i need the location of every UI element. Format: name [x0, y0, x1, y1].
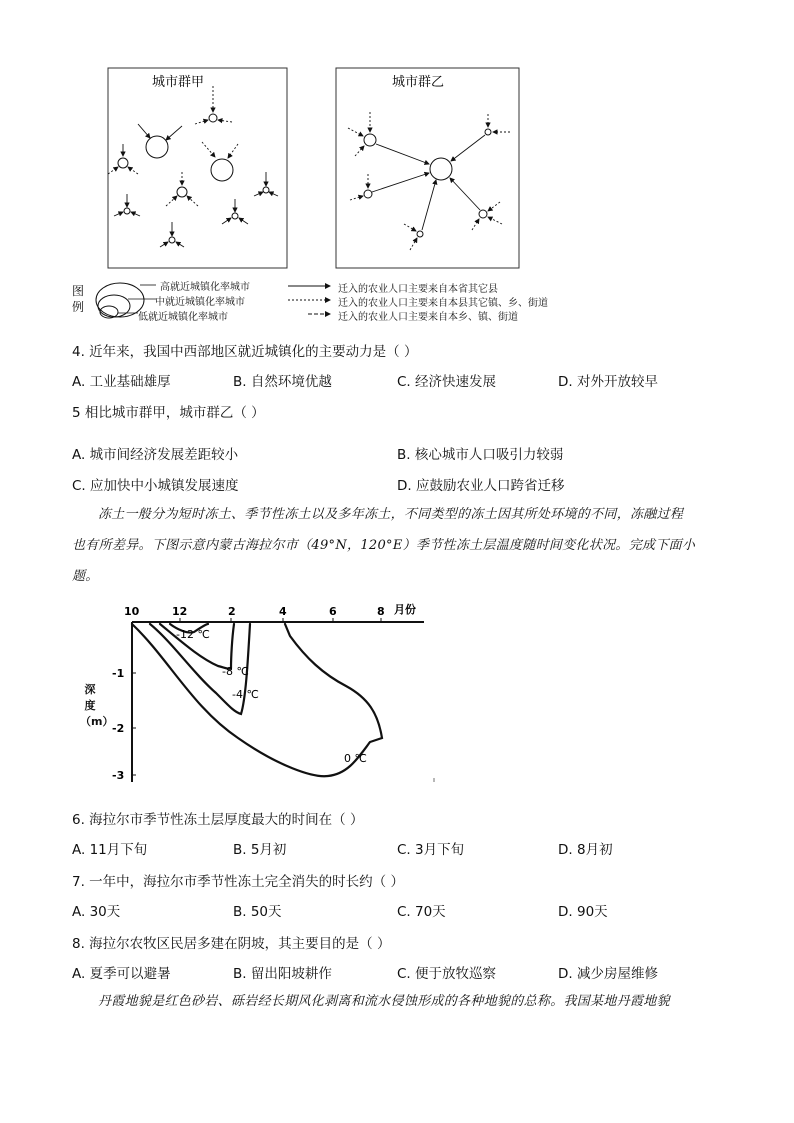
q8-option-a[interactable]: A. 夏季可以避暑: [72, 966, 171, 982]
q5-option-d[interactable]: D. 应鼓励农业人口跨省迁移: [397, 478, 565, 494]
q6-option-b[interactable]: B. 5月初: [233, 842, 287, 858]
x-tick-label: 10: [124, 605, 140, 618]
legend-arrow-dashed: 迁入的农业人口主要来自本乡、镇、街道: [338, 312, 518, 323]
q4-stem: 4. 近年来，我国中西部地区就近城镇化的主要动力是（ ）: [72, 344, 418, 360]
q8-option-b[interactable]: B. 留出阳坡耕作: [233, 966, 332, 982]
isotherm-label: -8 ℃: [222, 665, 249, 678]
panel-a-arrows: [108, 86, 278, 247]
q6-stem: 6. 海拉尔市季节性冻土层厚度最大的时间在（ ）: [72, 812, 364, 828]
q7-option-c[interactable]: C. 70天: [397, 904, 446, 920]
legend-low: 低就近城镇化率城市: [138, 312, 228, 323]
passage2-line-1: 丹霞地貌是红色砂岩、砾岩经长期风化剥离和流水侵蚀形成的各种地貌的总称。我国某地丹霞地貌: [98, 994, 670, 1009]
q6-option-d[interactable]: D. 8月初: [558, 842, 613, 858]
x-tick-label: 8: [377, 605, 385, 618]
passage-line-3: 题。: [72, 569, 99, 584]
q8-stem: 8. 海拉尔农牧区民居多建在阴坡，其主要目的是（ ）: [72, 936, 391, 952]
q8-option-d[interactable]: D. 减少房屋维修: [558, 966, 658, 982]
isotherm-label: 0 ℃: [344, 752, 367, 765]
q8-option-c[interactable]: C. 便于放牧巡察: [397, 966, 497, 982]
city-cluster-figure: [100, 64, 530, 274]
passage-line-2: 也有所差异。下图示意内蒙古海拉尔市（49°N，120°E）季节性冻土层温度随时间变化状况。完成下面小: [72, 538, 696, 553]
frozen-soil-chart: [78, 598, 448, 798]
panel-a-cities: [118, 114, 269, 243]
y-tick-label: -2: [112, 722, 125, 735]
panel-a-frame: [108, 68, 287, 268]
panel-b-frame: [336, 68, 519, 268]
q4-option-d[interactable]: D. 对外开放较早: [558, 374, 658, 390]
q5-option-a[interactable]: A. 城市间经济发展差距较小: [72, 447, 239, 463]
q6-option-a[interactable]: A. 11月下旬: [72, 842, 148, 858]
q4-option-a[interactable]: A. 工业基础雄厚: [72, 374, 171, 390]
q7-option-d[interactable]: D. 90天: [558, 904, 608, 920]
passage-frozen-soil: [72, 499, 722, 592]
q6-option-c[interactable]: C. 3月下旬: [397, 842, 465, 858]
q7-stem: 7. 一年中，海拉尔市季节性冻土完全消失的时长约（ ）: [72, 874, 404, 890]
q5-stem: 5 相比城市群甲，城市群乙（ ）: [72, 405, 265, 421]
q5-option-b[interactable]: B. 核心城市人口吸引力较弱: [397, 447, 564, 463]
legend-label: 图例: [72, 284, 85, 314]
legend-arrow-dotted: 迁入的农业人口主要来自本县其它镇、乡、街道: [338, 298, 548, 309]
x-axis-label: 月份: [394, 603, 416, 616]
legend-high: 高就近城镇化率城市: [160, 282, 250, 293]
x-tick-label: 4: [279, 605, 287, 618]
q7-option-a[interactable]: A. 30天: [72, 904, 121, 920]
isotherm-label: -12 ℃: [176, 628, 210, 641]
panel-a-title: 城市群甲: [152, 75, 205, 90]
isotherm-label: -4 ℃: [232, 688, 259, 701]
legend-arrows: [286, 280, 336, 320]
legend-mid: 中就近城镇化率城市: [155, 297, 245, 308]
y-tick-label: -1: [112, 667, 125, 680]
x-tick-label: 6: [329, 605, 337, 618]
x-tick-label: 12: [172, 605, 188, 618]
passage-line-1: 冻土一般分为短时冻土、季节性冻土以及多年冻土，不同类型的冻土因其所处环境的不同，冻融过程: [98, 507, 684, 522]
panel-b-title: 城市群乙: [392, 75, 445, 90]
legend-arrow-solid: 迁入的农业人口主要来自本省其它县: [338, 284, 498, 295]
y-tick-label: -3: [112, 769, 125, 782]
y-axis-label: 深度 （m）: [80, 683, 114, 728]
x-tick-label: 2: [228, 605, 236, 618]
q5-option-c[interactable]: C. 应加快中小城镇发展速度: [72, 478, 239, 494]
q7-option-b[interactable]: B. 50天: [233, 904, 282, 920]
q4-option-c[interactable]: C. 经济快速发展: [397, 374, 497, 390]
q4-option-b[interactable]: B. 自然环境优越: [233, 374, 332, 390]
passage-danxia: [72, 986, 722, 1017]
